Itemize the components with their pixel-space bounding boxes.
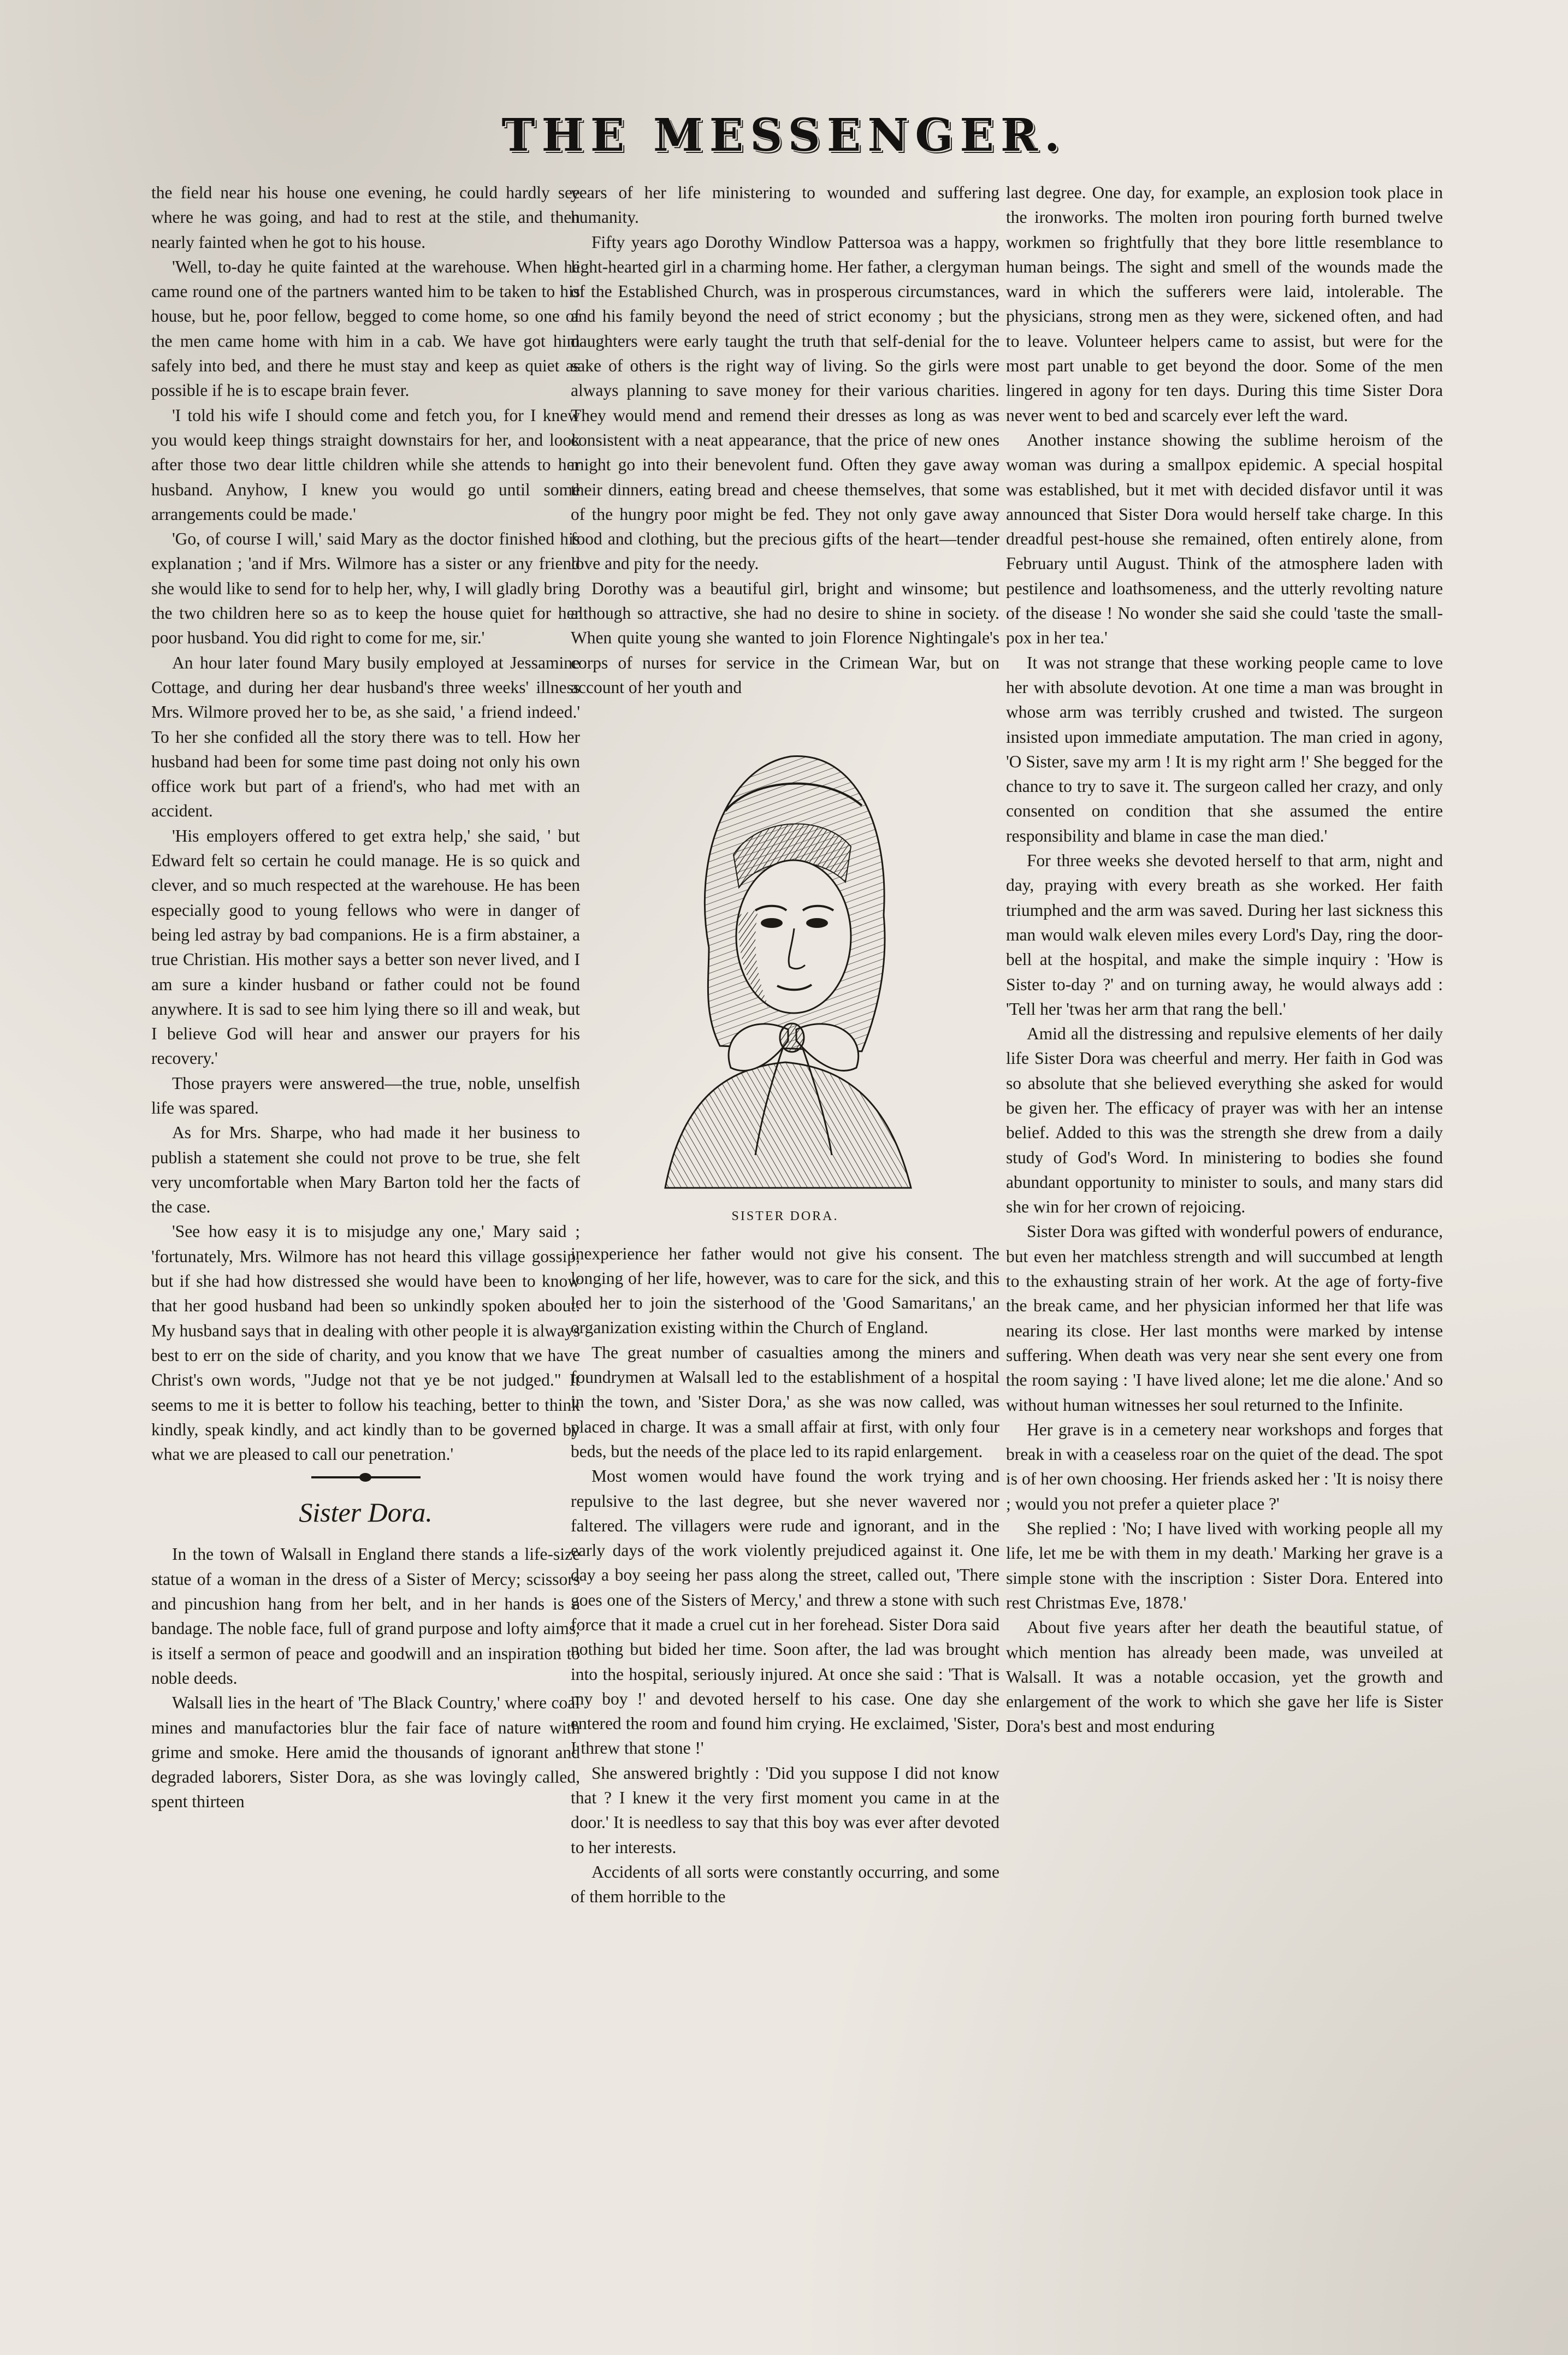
paragraph: She replied : 'No; I have lived with working people all my life, let me be with them in my death.' Marking her grave is a simple stone with the inscription : Sister Dora. Entered into rest Christmas Eve, 1878.'	[1006, 1519, 1443, 1612]
portrait-caption: SISTER DORA.	[731, 1209, 839, 1224]
paragraph: In the town of Walsall in England there stands a life-size statue of a woman in the dress of a Sister of Mercy; scissors and pincushion hang from her belt, and in her hands is a bandage. The noble face, full of grand purpose and lofty aims, is itself a sermon of peace and goodwill and an inspiration to noble deeds.	[151, 1545, 580, 1688]
column-3	[1006, 180, 1443, 1739]
column-1	[151, 180, 580, 1814]
section-divider	[311, 1476, 421, 1478]
paragraph: The great number of casualties among the miners and foundrymen at Walsall led to the establishment of a hospital in the town, and 'Sister Dora,' as she was now called, was placed in charge. It was a small affair at first, with only four beds, but the needs of the place led to its rapid enlargement.	[571, 1342, 999, 1461]
paragraph: Another instance showing the sublime heroism of the woman was during a smallpox epidemic. A special hospital was established, but it met with decided disfavor until it was announced that Sister Dora would herself take charge. In this dreadful pest-house she remained, often entirely alone, from February until August. Think of the atmosphere laden with pestilence and loathsomeness, and the utterly revolting nature of the disease ! No wonder she said she could 'taste the small-pox in her tea.'	[1006, 430, 1443, 648]
paragraph: Her grave is in a cemetery near workshops and forges that break in with a ceaseless roar on the quiet of the dead. The spot is of her own choosing. Her friends asked her : 'It is noisy there ; would you not prefer a quieter place ?'	[1006, 1419, 1443, 1513]
sister-dora-portrait	[643, 718, 927, 1199]
paragraph: last degree. One day, for example, an explosion took place in the ironworks. The molten iron pouring forth burned twelve workmen so frightfully that they bore little resemblance to human beings. The sight and smell of the wounds made the ward in which the sufferers were laid, intolerable. The physicians, strong men as they were, sickened often, and had to leave. Volunteer helpers came to assist, but were for the most part unable to get beyond the door. Some of the men lingered in agony for ten days. During this time Sister Dora never went to bed and scarcely ever left the ward.	[1006, 183, 1443, 425]
paragraph: years of her life ministering to wounded and suffering humanity.	[571, 183, 999, 227]
paragraph: Sister Dora was gifted with wonderful powers of endurance, but even her matchless strength and will succumbed at length to the exhausting strain of her work. At the age of forty-five the break came, and her physician informed her that life was nearing its close. Her last months were marked by intense suffering. When death was very near she sent every one from the room saying : 'I have lived alone; let me die alone.' And so without human witnesses her soul returned to the Infinite.	[1006, 1222, 1443, 1415]
article-heading: Sister Dora.	[299, 1497, 433, 1528]
paragraph: Walsall lies in the heart of 'The Black Country,' where coal mines and manufactories blur the fair face of nature with grime and smoke. Here amid the thousands of ignorant and degraded laborers, Sister Dora, as she was lovingly called, spent thirteen	[151, 1693, 580, 1812]
paragraph: About five years after her death the beautiful statue, of which mention has already been made, was unveiled at Walsall. It was a notable occasion, yet the growth and enlargement of the work to which she gave her life is Sister Dora's best and most enduring	[1006, 1618, 1443, 1736]
paragraph: 'Go, of course I will,' said Mary as the doctor finished his explanation ; 'and if Mrs. Wilmore has a sister or any friend she would like to send for to help her, why, I will gladly bring the two children here so as to keep the house quiet for her poor husband. You did right to come for me, sir.'	[151, 529, 580, 648]
paragraph: Those prayers were answered—the true, noble, unselfish life was spared.	[151, 1073, 580, 1117]
paragraph: Fifty years ago Dorothy Windlow Pattersoa was a happy, light-hearted girl in a charming home. Her father, a clergyman of the Established Church, was in prosperous circumstances, and his family beyond the need of strict economy ; but the daughters were early taught the truth that self-denial for the sake of others is the right way of living. So the girls were always planning to save money for their various charities. They would mend and remend their dresses as long as was consistent with a neat appearance, that the price of new ones might go into their benevolent fund. Often they gave away their dinners, eating bread and cheese themselves, that some of the hungry poor might be fed. They not only gave away food and clothing, but the precious gifts of the heart—tender love and pity for the needy.	[571, 232, 999, 573]
paragraph: 'His employers offered to get extra help,' she said, ' but Edward felt so certain he could manage. He is so quick and clever, and so much respected at the warehouse. He has been especially good to young fellows who were in danger of being led astray by bad companions. He is a firm abstainer, a true Christian. His mother says a better son never lived, and I am sure a kinder husband or father could not be found anywhere. It is sad to see him lying there so ill and weak, but I believe God will hear and answer our prayers for his recovery.'	[151, 826, 580, 1068]
paragraph: An hour later found Mary busily employed at Jessamine Cottage, and during her dear husband's three weeks' illness Mrs. Wilmore proved her to be, as she said, ' a friend indeed.' To her she confided all the story there was to tell. How her husband had been for some time past doing not only his own office work but part of a friend's, who had met with an accident.	[151, 653, 580, 821]
paragraph: 'Well, to-day he quite fainted at the warehouse. When he came round one of the partners wanted him to be taken to his house, but he, poor fellow, begged to come home, so one of the men came home with him in a cab. We have got him safely into bed, and there he must stay and keep as quiet as possible if he is to escape brain fever.	[151, 257, 580, 400]
paragraph: It was not strange that these working people came to love her with absolute devotion. At one time a man was brought in whose arm was terribly crushed and twisted. The surgeon insisted upon immediate amputation. The man cried in agony, 'O Sister, save my arm ! It is my right arm !' She begged for the chance to try to save it. The surgeon called her crazy, and only consented on condition that she assumed the entire responsibility and blame in case the man died.'	[1006, 653, 1443, 845]
paragraph: She answered brightly : 'Did you suppose I did not know that ? I knew it the very first moment you came in at the door.' It is needless to say that this boy was ever after devoted to her interests.	[571, 1763, 999, 1857]
paragraph: Accidents of all sorts were constantly occurring, and some of them horrible to the	[571, 1862, 999, 1907]
paragraph: Amid all the distressing and repulsive elements of her daily life Sister Dora was cheerful and merry. Her faith in God was so absolute that she believed everything she asked for would be given her. The efficacy of prayer was with her an intense belief. Added to this was the strength she drew from a daily study of God's Word. In ministering to bodies she found abundant opportunity to minister to souls, and many stars did she win for her crown of rejoicing.	[1006, 1024, 1443, 1217]
portrait-illustration	[571, 718, 999, 1199]
paragraph: Most women would have found the work trying and repulsive to the last degree, but she never wavered nor faltered. The villagers were rude and ignorant, and in the early days of the work violently prejudiced against it. One day a boy seeing her pass along the street, called out, 'There goes one of the Sisters of Mercy,' and threw a stone with such force that it made a cruel cut in her forehead. Sister Dora said nothing but bided her time. Soon after, the lad was brought into the hospital, seriously injured. At once she said : 'That is my boy !' and devoted herself to his case. One day she entered the room and found him crying. He exclaimed, 'Sister, I threw that stone !'	[571, 1466, 999, 1758]
masthead: THE MESSENGER.	[501, 109, 1067, 162]
paragraph: For three weeks she devoted herself to that arm, night and day, praying with every breath as she worked. Her faith triumphed and the arm was saved. During her last sickness this man would walk eleven miles every Lord's Day, ring the door-bell at the hospital, and make the simple inquiry : 'How is Sister to-day ?' and on turning away, he would always add : 'Tell her 'twas her arm that rang the bell.'	[1006, 851, 1443, 1019]
paragraph: Dorothy was a beautiful girl, bright and winsome; but although so attractive, she had no desire to shine in society. When quite young she wanted to join Florence Nightingale's corps of nurses for service in the Crimean War, but on account of her youth and	[571, 578, 999, 697]
paragraph: 'I told his wife I should come and fetch you, for I knew you would keep things straight downstairs for her, and look after those two dear little children while she attends to her husband. Anyhow, I knew you would go until some arrangements could be made.'	[151, 405, 580, 524]
paragraph: 'See how easy it is to misjudge any one,' Mary said ; 'fortunately, Mrs. Wilmore has not heard this village gossip, but if she had how distressed she would have been to know that her good husband had been so unkindly spoken about. My husband says that in dealing with other people it is always best to err on the side of charity, and you know that we have Christ's own words, "Judge not that ye be not judged." It seems to me it is better to follow his teaching, better to think kindly, speak kindly, and act kindly than to be governed by what we are pleased to call our penetration.'	[151, 1222, 580, 1464]
paragraph: inexperience her father would not give his consent. The longing of her life, however, was to care for the sick, and this led her to join the sisterhood of the 'Good Samaritans,' an organization existing within the Church of England.	[571, 1244, 999, 1338]
paragraph: As for Mrs. Sharpe, who had made it her business to publish a statement she could not prove to be true, she felt very uncomfortable when Mary Barton told her the facts of the case.	[151, 1123, 580, 1217]
column-2	[571, 180, 999, 1909]
paragraph: the field near his house one evening, he could hardly see where he was going, and had to rest at the stile, and then nearly fainted when he got to his house.	[151, 183, 580, 252]
